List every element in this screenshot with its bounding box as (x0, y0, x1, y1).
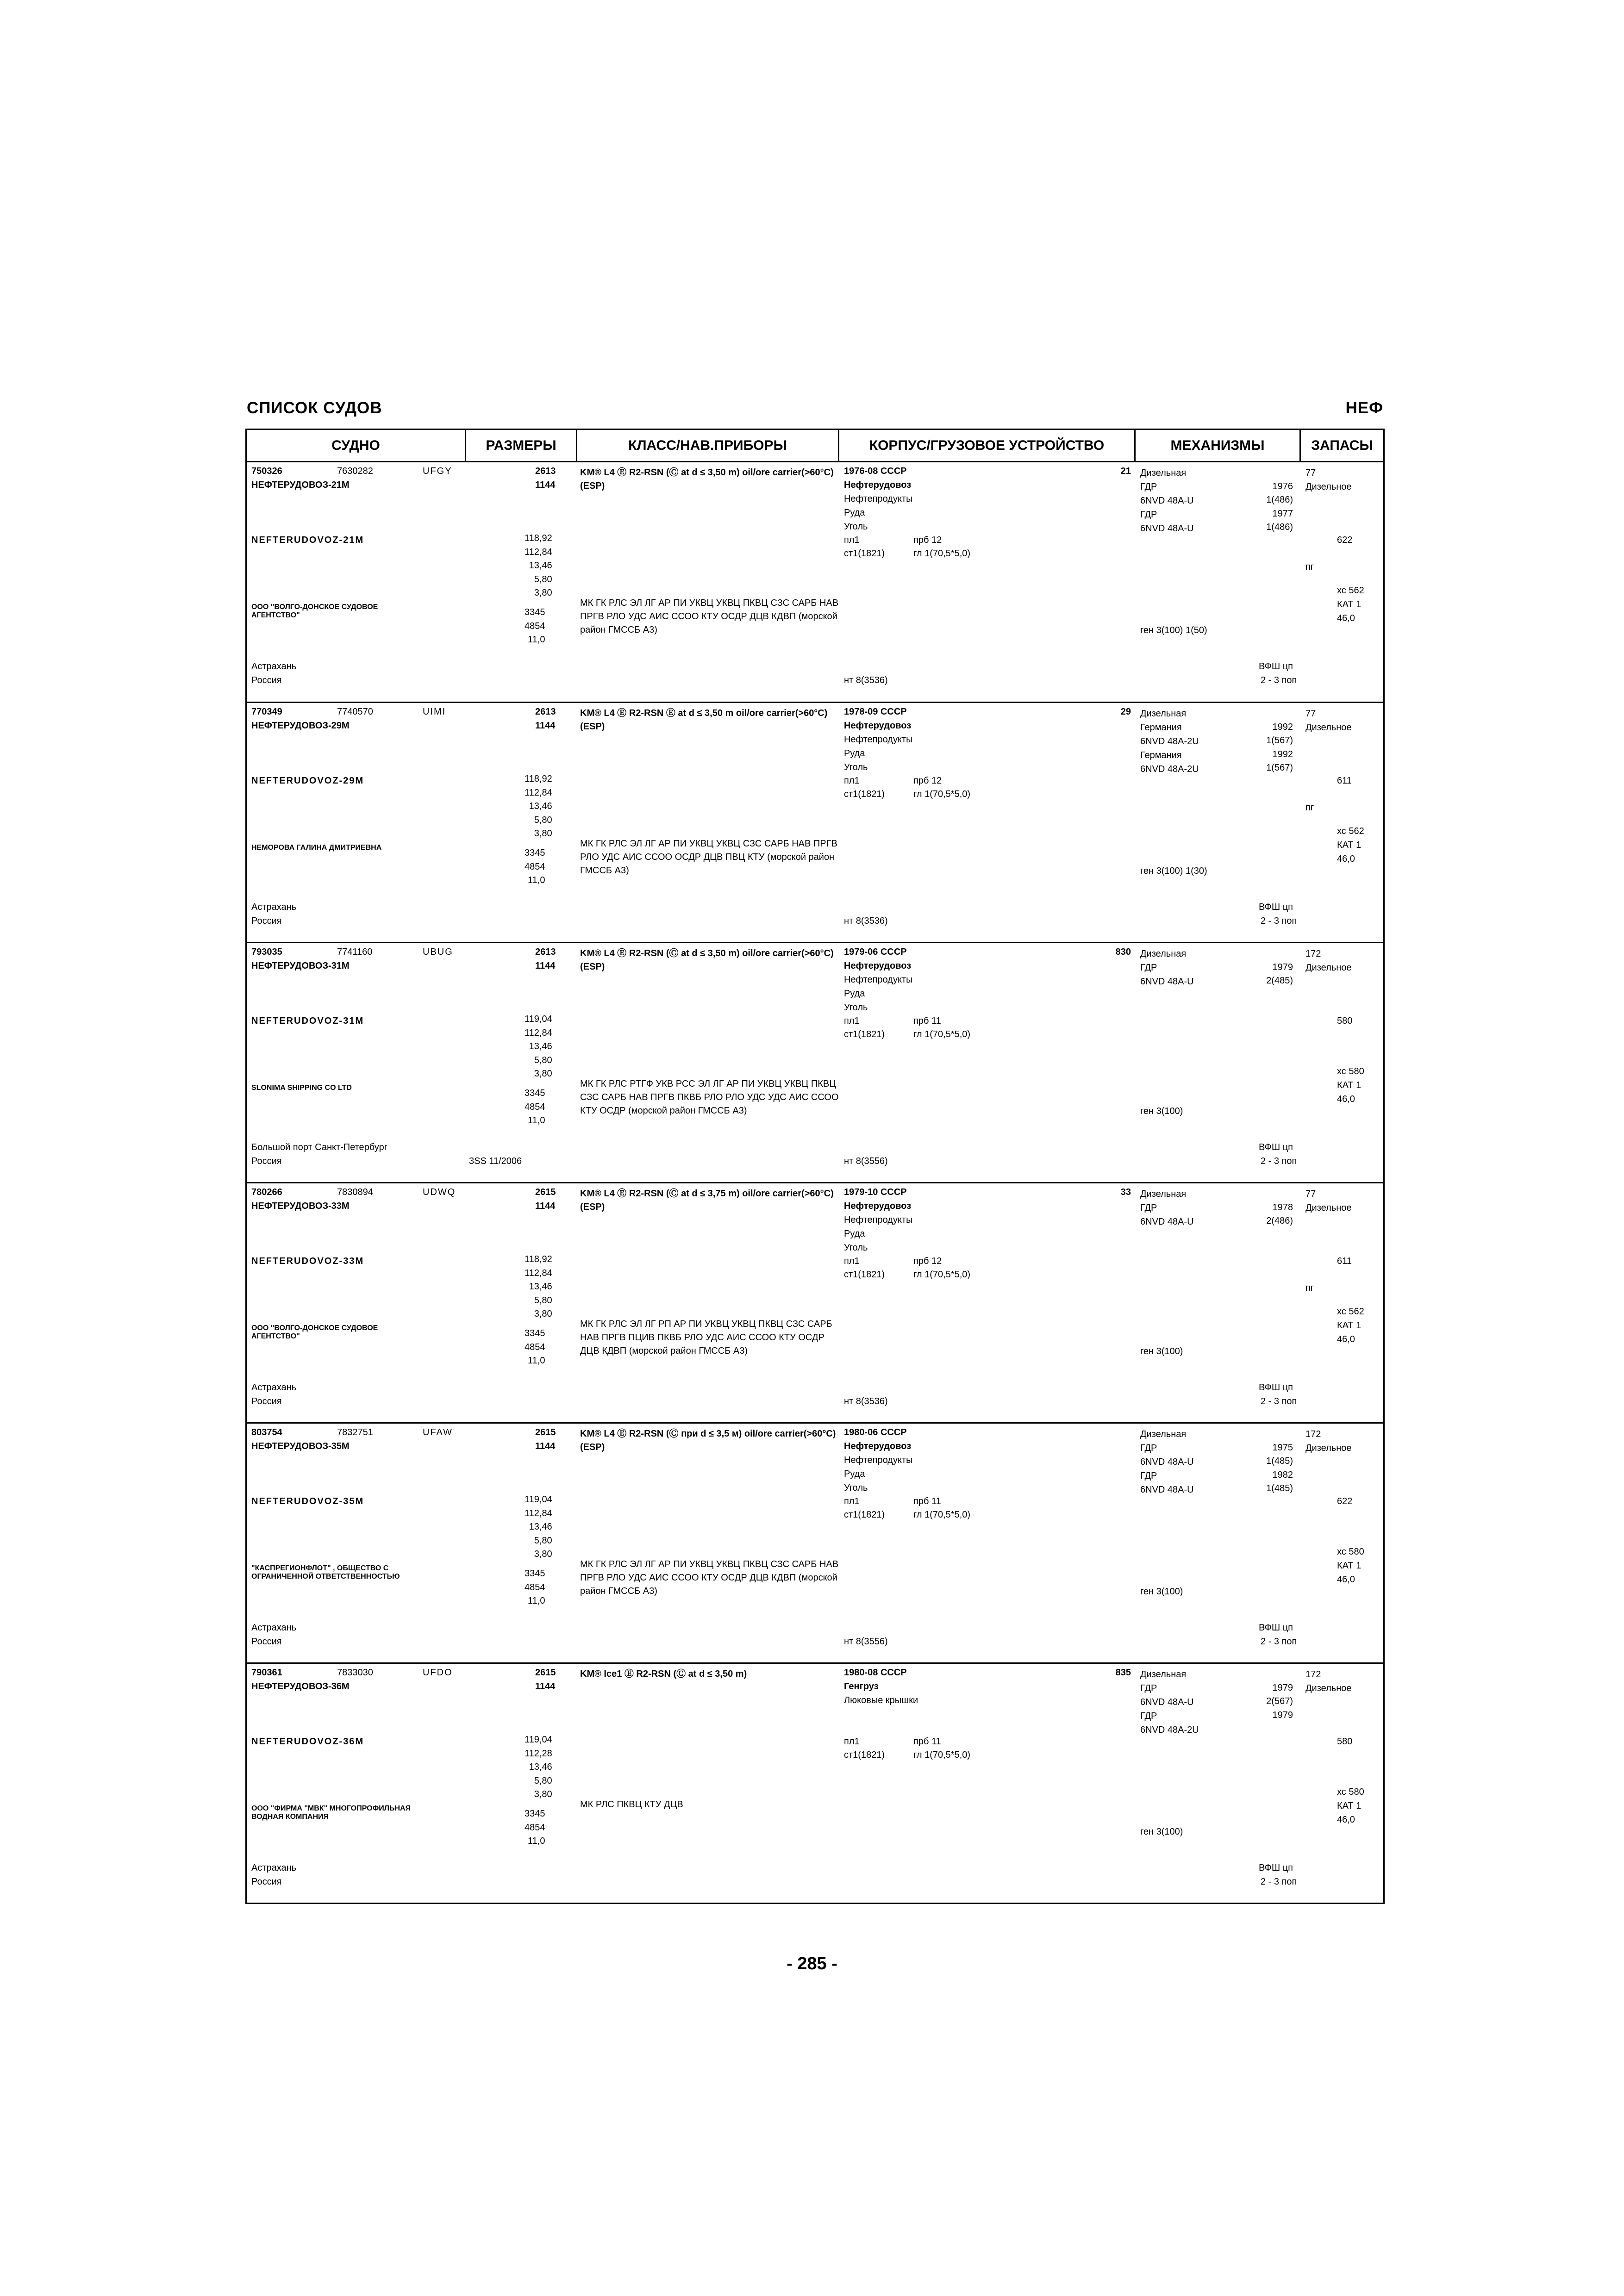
ship-reg-number: 770349 (251, 707, 282, 717)
hatch-line-2b: гл 1(70,5*5,0) (913, 1750, 971, 1760)
stores-pg: пг (1305, 803, 1314, 813)
propeller-info: ВФШ цп (1258, 1863, 1293, 1873)
ship-port: Астрахань (251, 661, 297, 672)
net-tonnage: 1144 (535, 1441, 556, 1451)
ship-imo: 7830894 (337, 1187, 373, 1197)
generator-info: ген 3(100) (1140, 1346, 1183, 1356)
ship-name: НЕФТЕРУДОВОЗ-36М (251, 1681, 350, 1692)
engine-years: 1975 1(485) 1982 1(485) (1266, 1442, 1293, 1493)
ship-country: Россия (251, 1396, 282, 1406)
stores-persons: 2 - 3 поп (1261, 1396, 1297, 1406)
col-class: КЛАСС/НАВ.ПРИБОРЫ (577, 430, 839, 461)
generator-info: ген 3(100) 1(50) (1140, 625, 1207, 635)
class-notation: KM® L4 Ⓔ R2-RSN (Ⓒ at d ≤ 3,50 m) oil/ore carrier(>60°C)(ESP) (580, 467, 834, 491)
gross-tonnage: 2615 (535, 1187, 556, 1197)
hull-cargo: Нефтепродукты Руда Уголь (844, 1455, 913, 1493)
ship-call-sign: UDWQ (423, 1187, 456, 1197)
engine-years: 1979 2(567) 1979 (1266, 1682, 1293, 1720)
col-ship: СУДНО (247, 430, 466, 461)
hull-cargo: Нефтепродукты Руда Уголь (844, 975, 913, 1013)
stores-persons: 2 - 3 поп (1261, 1636, 1297, 1647)
ship-imo: 7832751 (337, 1427, 373, 1437)
stores-capacity: хс 562 КАТ 1 46,0 (1337, 1307, 1364, 1344)
deadweight: 3345 4854 11,0 (525, 1568, 545, 1606)
engine-info: Дизельная ГДР 6NVD 48A-U (1140, 949, 1194, 987)
table-header (247, 430, 1383, 462)
hull-type: Нефтерудовоз (844, 480, 912, 490)
col-dimensions: РАЗМЕРЫ (466, 430, 577, 461)
stores-fuel: 580 (1337, 1016, 1353, 1026)
generator-info: ген 3(100) (1140, 1106, 1183, 1116)
ship-call-sign: UBUG (423, 947, 453, 957)
ship-name: НЕФТЕРУДОВОЗ-29М (251, 721, 350, 731)
ship-name: НЕФТЕРУДОВОЗ-31М (251, 961, 350, 971)
ship-imo: 7630282 (337, 466, 373, 476)
stores-top: 172 Дизельное (1305, 1429, 1352, 1453)
stores-persons: 2 - 3 поп (1261, 1877, 1297, 1887)
hull-cargo: Нефтепродукты Руда Уголь (844, 734, 913, 772)
col-hull: КОРПУС/ГРУЗОВОЕ УСТРОЙСТВО (839, 430, 1136, 461)
ship-entry (247, 703, 1383, 943)
ship-country: Россия (251, 1877, 282, 1887)
ship-name: НЕФТЕРУДОВОЗ-21М (251, 480, 350, 490)
stores-top: 77 Дизельное (1305, 1189, 1352, 1213)
hatch-line-2b: гл 1(70,5*5,0) (913, 1029, 971, 1039)
hull-type: Нефтерудовоз (844, 961, 912, 971)
engine-years: 1976 1(486) 1977 1(486) (1266, 481, 1293, 532)
stores-capacity: хс 580 КАТ 1 46,0 (1337, 1066, 1364, 1104)
hatch-line-2b: гл 1(70,5*5,0) (913, 789, 971, 799)
ship-imo: 7740570 (337, 707, 373, 717)
ship-owner: SLONIMA SHIPPING CO LTD (251, 1084, 352, 1092)
ship-flag-note: 3SS 11/2006 (469, 1156, 522, 1166)
hull-number: 830 (1115, 947, 1131, 957)
hatch-line-1b: прб 12 (913, 1256, 942, 1266)
propeller-info: ВФШ цп (1258, 1623, 1293, 1633)
ship-country: Россия (251, 1636, 282, 1647)
engine-info: Дизельная ГДР 6NVD 48A-U ГДР 6NVD 48A-U (1140, 468, 1194, 534)
stores-capacity: хс 580 КАТ 1 46,0 (1337, 1787, 1364, 1825)
ship-latin-name: NEFTERUDOVOZ-31M (251, 1016, 364, 1026)
hull-net-tonnage: нт 8(3556) (844, 1636, 888, 1647)
page-number: - 285 - (787, 1954, 837, 1973)
navigation-equipment: МК ГК РЛС ЭЛ ЛГ АР ПИ УКВЦ УКВЦ СЗС САРБ НАВ ПРГВ РЛО УДС АИС ССОО ОСДР ДЦВ ПВЦ КТУ (морской район ГМССБ А3) (580, 839, 837, 876)
ship-owner: "КАСПРЕГИОНФЛОТ" , ОБЩЕСТВО С ОГРАНИЧЕННОЙ ОТВЕТСТВЕННОСТЬЮ (251, 1564, 400, 1580)
ship-owner: ООО "ВОЛГО-ДОНСКОЕ СУДОВОЕ АГЕНТСТВО" (251, 1324, 378, 1340)
ship-name: НЕФТЕРУДОВОЗ-33М (251, 1201, 350, 1211)
stores-fuel: 622 (1337, 535, 1353, 545)
stores-top: 77 Дизельное (1305, 468, 1352, 492)
stores-persons: 2 - 3 поп (1261, 1156, 1297, 1166)
hull-built: 1980-08 СССР (844, 1668, 907, 1678)
deadweight: 3345 4854 11,0 (525, 607, 545, 645)
hatch-line-1: пл1 (844, 776, 860, 786)
stores-fuel: 611 (1337, 776, 1352, 786)
engine-years: 1992 1(567) 1992 1(567) (1266, 722, 1293, 773)
class-notation: KM® L4 Ⓔ R2-RSN Ⓔ at d ≤ 3,50 m oil/ore carrier(>60°C)(ESP) (580, 708, 828, 732)
hatch-line-2: ст1(1821) (844, 1269, 885, 1280)
ship-owner: ООО "ФИРМА "МВК" МНОГОПРОФИЛЬНАЯ ВОДНАЯ КОМПАНИЯ (251, 1804, 411, 1821)
hull-number: 21 (1120, 466, 1131, 476)
hatch-line-2: ст1(1821) (844, 789, 885, 799)
gross-tonnage: 2615 (535, 1668, 556, 1678)
ship-latin-name: NEFTERUDOVOZ-33M (251, 1256, 364, 1266)
ship-country: Россия (251, 916, 282, 926)
navigation-equipment: МК ГК РЛС ЭЛ ЛГ АР ПИ УКВЦ УКВЦ ПКВЦ СЗС САРБ НАВ ПРГВ РЛО УДС АИС ССОО КТУ ОСДР ДЦВ КДВП (морской район ГМССБ А3) (580, 1559, 839, 1596)
hull-built: 1976-08 СССР (844, 466, 907, 476)
ship-port: Астрахань (251, 1863, 297, 1873)
engine-info: Дизельная ГДР 6NVD 48A-U ГДР 6NVD 48A-2U (1140, 1669, 1199, 1735)
page-header (247, 399, 1383, 418)
hatch-line-1: пл1 (844, 1736, 860, 1747)
ship-port: Астрахань (251, 902, 297, 912)
hatch-line-2: ст1(1821) (844, 1750, 885, 1760)
hull-cargo: Нефтепродукты Руда Уголь (844, 494, 913, 532)
hull-number: 33 (1120, 1187, 1131, 1197)
ship-entry (247, 1424, 1383, 1664)
class-notation: KM® L4 Ⓔ R2-RSN (Ⓒ at d ≤ 3,75 m) oil/ore carrier(>60°C)(ESP) (580, 1188, 834, 1212)
dimensions: 119,04 112,28 13,46 5,80 3,80 (525, 1735, 552, 1799)
ship-latin-name: NEFTERUDOVOZ-36M (251, 1736, 364, 1747)
gross-tonnage: 2613 (535, 707, 556, 717)
stores-pg: пг (1305, 1283, 1314, 1293)
hatch-line-1b: прб 11 (913, 1736, 941, 1747)
ship-reg-number: 780266 (251, 1187, 282, 1197)
stores-fuel: 622 (1337, 1496, 1353, 1506)
dimensions: 118,92 112,84 13,46 5,80 3,80 (525, 774, 552, 839)
ship-entry (247, 1664, 1383, 1903)
hatch-line-2b: гл 1(70,5*5,0) (913, 548, 971, 559)
net-tonnage: 1144 (535, 1681, 556, 1692)
engine-info: Дизельная ГДР 6NVD 48A-U ГДР 6NVD 48A-U (1140, 1429, 1194, 1495)
hull-number: 835 (1115, 1668, 1131, 1678)
hull-type: Нефтерудовоз (844, 1441, 912, 1451)
deadweight: 3345 4854 11,0 (525, 1809, 545, 1846)
hatch-line-1: пл1 (844, 1016, 860, 1026)
hull-net-tonnage: нт 8(3536) (844, 675, 888, 685)
col-machinery: МЕХАНИЗМЫ (1136, 430, 1301, 461)
hull-net-tonnage: нт 8(3536) (844, 1396, 888, 1406)
net-tonnage: 1144 (535, 961, 556, 971)
stores-top: 77 Дизельное (1305, 709, 1352, 733)
ship-latin-name: NEFTERUDOVOZ-29M (251, 776, 364, 786)
engine-info: Дизельная Германия 6NVD 48A-2U Германия 6NVD 48A-2U (1140, 709, 1199, 774)
dimensions: 118,92 112,84 13,46 5,80 3,80 (525, 533, 552, 598)
hull-built: 1980-06 СССР (844, 1427, 907, 1437)
class-notation: KM® Ice1 Ⓔ R2-RSN (Ⓒ at d ≤ 3,50 m) (580, 1669, 747, 1679)
ship-country: Россия (251, 1156, 282, 1166)
ship-entry (247, 1183, 1383, 1424)
navigation-equipment: МК ГК РЛС ЭЛ ЛГ АР ПИ УКВЦ УКВЦ ПКВЦ СЗС САРБ НАВ ПРГВ РЛО УДС АИС ССОО КТУ ОСДР ДЦВ КДВП (морской район ГМССБ А3) (580, 598, 839, 635)
ship-country: Россия (251, 675, 282, 685)
stores-capacity: хс 562 КАТ 1 46,0 (1337, 826, 1364, 864)
class-notation: KM® L4 Ⓔ R2-RSN (Ⓒ при d ≤ 3,5 м) oil/ore carrier(>60°C)(ESP) (580, 1429, 836, 1452)
ship-port: Большой порт Санкт-Петербург (251, 1142, 388, 1152)
hull-net-tonnage: нт 8(3556) (844, 1156, 888, 1166)
gross-tonnage: 2613 (535, 947, 556, 957)
stores-pg: пг (1305, 562, 1314, 572)
generator-info: ген 3(100) (1140, 1587, 1183, 1597)
hull-built: 1979-10 СССР (844, 1187, 907, 1197)
hatch-line-1b: прб 12 (913, 535, 942, 545)
hull-built: 1979-06 СССР (844, 947, 907, 957)
ship-call-sign: UIMI (423, 707, 446, 717)
hatch-line-1: пл1 (844, 535, 860, 545)
ship-owner: ООО "ВОЛГО-ДОНСКОЕ СУДОВОЕ АГЕНТСТВО" (251, 603, 378, 619)
class-notation: KM® L4 Ⓔ R2-RSN (Ⓒ at d ≤ 3,50 m) oil/ore carrier(>60°C)(ESP) (580, 948, 834, 972)
ship-port: Астрахань (251, 1623, 297, 1633)
stores-top: 172 Дизельное (1305, 949, 1352, 973)
ship-imo: 7741160 (337, 947, 373, 957)
net-tonnage: 1144 (535, 721, 556, 731)
hatch-line-1b: прб 11 (913, 1016, 941, 1026)
stores-persons: 2 - 3 поп (1261, 675, 1297, 685)
ship-latin-name: NEFTERUDOVOZ-21M (251, 535, 364, 545)
stores-capacity: хс 580 КАТ 1 46,0 (1337, 1547, 1364, 1585)
deadweight: 3345 4854 11,0 (525, 1328, 545, 1366)
engine-years: 1979 2(485) (1266, 962, 1293, 986)
net-tonnage: 1144 (535, 480, 556, 490)
engine-info: Дизельная ГДР 6NVD 48A-U (1140, 1189, 1194, 1227)
hatch-line-1b: прб 11 (913, 1496, 941, 1506)
ship-imo: 7833030 (337, 1668, 373, 1678)
deadweight: 3345 4854 11,0 (525, 848, 545, 885)
hatch-line-2b: гл 1(70,5*5,0) (913, 1269, 971, 1280)
ship-call-sign: UFGY (423, 466, 452, 476)
ship-entry (247, 462, 1383, 703)
hull-type: Нефтерудовоз (844, 1201, 912, 1211)
gross-tonnage: 2615 (535, 1427, 556, 1437)
hull-number: 29 (1120, 707, 1131, 717)
hull-built: 1978-09 СССР (844, 707, 907, 717)
hatch-line-2: ст1(1821) (844, 1510, 885, 1520)
hatch-line-2: ст1(1821) (844, 548, 885, 559)
hatch-line-2: ст1(1821) (844, 1029, 885, 1039)
gross-tonnage: 2613 (535, 466, 556, 476)
ship-register-table (245, 429, 1385, 1904)
hull-type: Генгруз (844, 1681, 879, 1692)
col-stores: ЗАПАСЫ (1311, 438, 1373, 453)
generator-info: ген 3(100) (1140, 1827, 1183, 1837)
stores-capacity: хс 562 КАТ 1 46,0 (1337, 585, 1364, 623)
stores-fuel: 580 (1337, 1736, 1353, 1747)
list-title: СПИСОК СУДОВ (247, 399, 382, 417)
hatch-line-1: пл1 (844, 1256, 860, 1266)
hull-type: Нефтерудовоз (844, 721, 912, 731)
dimensions: 118,92 112,84 13,46 5,80 3,80 (525, 1254, 552, 1319)
ship-port: Астрахань (251, 1382, 297, 1393)
ship-entry (247, 943, 1383, 1183)
deadweight: 3345 4854 11,0 (525, 1088, 545, 1126)
hatch-line-1b: прб 12 (913, 776, 942, 786)
ship-reg-number: 803754 (251, 1427, 282, 1437)
hull-cargo: Нефтепродукты Руда Уголь (844, 1215, 913, 1253)
net-tonnage: 1144 (535, 1201, 556, 1211)
generator-info: ген 3(100) 1(30) (1140, 866, 1207, 876)
stores-persons: 2 - 3 поп (1261, 916, 1297, 926)
section-code: НЕФ (1345, 399, 1383, 417)
propeller-info: ВФШ цп (1258, 1382, 1293, 1393)
hatch-line-1: пл1 (844, 1496, 860, 1506)
navigation-equipment: МК РЛС ПКВЦ КТУ ДЦВ (580, 1799, 683, 1810)
ship-call-sign: UFDO (423, 1668, 453, 1678)
ship-reg-number: 790361 (251, 1668, 282, 1678)
ship-name: НЕФТЕРУДОВОЗ-35М (251, 1441, 350, 1451)
ship-latin-name: NEFTERUDOVOZ-35M (251, 1496, 364, 1506)
propeller-info: ВФШ цп (1258, 661, 1293, 672)
dimensions: 119,04 112,84 13,46 5,80 3,80 (525, 1014, 552, 1079)
navigation-equipment: МК ГК РЛС ЭЛ ЛГ РП АР ПИ УКВЦ УКВЦ ПКВЦ СЗС САРБ НАВ ПРГВ ПЦИВ ПКВБ РЛО УДС АИС ССОО КТУ ОСДР ДЦВ КДВП (морской район ГМССБ А3) (580, 1319, 832, 1356)
ship-reg-number: 793035 (251, 947, 282, 957)
dimensions: 119,04 112,84 13,46 5,80 3,80 (525, 1494, 552, 1559)
engine-years: 1978 2(486) (1266, 1202, 1293, 1226)
hull-cargo: Люковые крышки (844, 1695, 918, 1705)
propeller-info: ВФШ цп (1258, 902, 1293, 912)
stores-fuel: 611 (1337, 1256, 1352, 1266)
hatch-line-2b: гл 1(70,5*5,0) (913, 1510, 971, 1520)
propeller-info: ВФШ цп (1258, 1142, 1293, 1152)
navigation-equipment: МК ГК РЛС РТГФ УКВ РСС ЭЛ ЛГ АР ПИ УКВЦ УКВЦ ПКВЦ СЗС САРБ НАВ ПРГВ ПКВБ РЛО РЛО УДС УДС АИС ССОО КТУ ОСДР (морской район ГМССБ А3) (580, 1079, 839, 1116)
ship-owner: НЕМОРОВА ГАЛИНА ДМИТРИЕВНА (251, 844, 382, 852)
hull-net-tonnage: нт 8(3536) (844, 916, 888, 926)
stores-top: 172 Дизельное (1305, 1669, 1352, 1693)
ship-reg-number: 750326 (251, 466, 282, 476)
ship-call-sign: UFAW (423, 1427, 453, 1437)
